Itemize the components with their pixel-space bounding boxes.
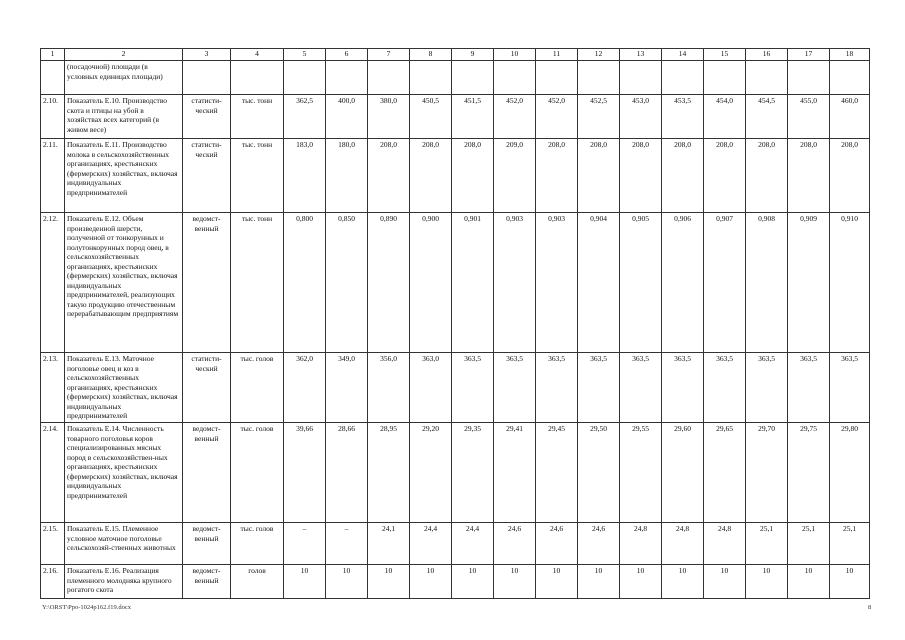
column-number-cell: 7 [368,49,410,61]
page-number: 8 [868,604,872,611]
column-number-row [41,49,870,61]
indicator-name-cell: Показатель Е.14. Численность товарного поголовья коров специализированных мясных пород в сельскохозяйствен-ных организациях, крестьянских (фермерских) хозяйствах, включая индивидуальных предпринимателей [65,423,183,523]
column-number-cell: 12 [578,49,620,61]
value-cell: 454,0 [704,95,746,139]
value-cell: 0,890 [368,213,410,353]
value-cell: 0,903 [494,213,536,353]
indicator-name-cell: Показатель Е.11. Производство молока в сельскохозяйственных организациях, крестьянских (фермерских) хозяйствах, включая индивидуальных предпринимателей [65,139,183,213]
value-cell: 29,60 [662,423,704,523]
value-cell: 455,0 [788,95,830,139]
row-number-cell [41,61,65,95]
value-cell: 208,0 [410,139,452,213]
value-cell: 39,66 [284,423,326,523]
value-cell: 452,0 [536,95,578,139]
data-source-cell: статисти-ческий [183,139,231,213]
value-cell: 25,1 [830,523,870,565]
value-cell: 29,75 [788,423,830,523]
column-number-cell: 1 [41,49,65,61]
column-number-cell: 6 [326,49,368,61]
row-number-cell: 2.11. [41,139,65,213]
value-cell: 10 [662,565,704,599]
table-row [41,213,870,353]
value-cell: 24,4 [410,523,452,565]
value-cell: 183,0 [284,139,326,213]
value-cell: 363,5 [494,353,536,423]
value-cell: 454,5 [746,95,788,139]
value-cell: 29,65 [704,423,746,523]
table-row [41,95,870,139]
value-cell: 28,95 [368,423,410,523]
value-cell: 363,5 [620,353,662,423]
value-cell: 450,5 [410,95,452,139]
column-number-cell: 15 [704,49,746,61]
value-cell: 24,6 [494,523,536,565]
value-cell: 208,0 [746,139,788,213]
value-cell: 349,0 [326,353,368,423]
value-cell: 208,0 [368,139,410,213]
value-cell: 460,0 [830,95,870,139]
value-cell: 363,0 [410,353,452,423]
value-cell: 29,70 [746,423,788,523]
column-number-cell: 4 [231,49,284,61]
value-cell: 362,5 [284,95,326,139]
value-cell: 208,0 [536,139,578,213]
row-number-cell: 2.10. [41,95,65,139]
data-source-cell: ведомст-венный [183,523,231,565]
row-number-cell: 2.15. [41,523,65,565]
column-number-cell: 5 [284,49,326,61]
value-cell: 452,0 [494,95,536,139]
value-cell: 29,45 [536,423,578,523]
value-cell: 24,8 [620,523,662,565]
value-cell: 0,906 [662,213,704,353]
column-number-cell: 18 [830,49,870,61]
value-cell: 10 [368,565,410,599]
data-source-cell: ведомст-венный [183,213,231,353]
row-number-cell: 2.13. [41,353,65,423]
data-source-cell: ведомст-венный [183,565,231,599]
value-cell: 0,909 [788,213,830,353]
value-cell: 208,0 [704,139,746,213]
value-cell: 10 [830,565,870,599]
row-number-cell: 2.16. [41,565,65,599]
table-row [41,139,870,213]
value-cell: 25,1 [788,523,830,565]
value-cell: 24,8 [662,523,704,565]
indicator-name-cell: Показатель Е.12. Объем произведенной шерсти, полученной от тонкорунных и полутонкорунных пород овец, в сельскохозяйственных организациях, крестьянских (фермерских) хозяйствах, включая индивидуальных предпринимателей, реализующих такую продукцию отечественным перерабатывающим предприятиям [65,213,183,353]
value-cell: 356,0 [368,353,410,423]
column-number-cell: 17 [788,49,830,61]
unit-cell: тыс. тонн [231,95,284,139]
indicator-name-cell: Показатель Е.13. Маточное поголовье овец и коз в сельскохозяйственных организациях, крестьянских (фермерских) хозяйствах, включая индивидуальных предпринимателей [65,353,183,423]
value-cell: 0,907 [704,213,746,353]
data-source-cell: статисти-ческий [183,353,231,423]
column-number-cell: 13 [620,49,662,61]
value-cell: 380,0 [368,95,410,139]
column-number-cell: 14 [662,49,704,61]
value-cell: 208,0 [620,139,662,213]
value-cell: 208,0 [830,139,870,213]
value-cell: 363,5 [536,353,578,423]
value-cell: 29,80 [830,423,870,523]
column-number-cell: 3 [183,49,231,61]
value-cell: 363,5 [704,353,746,423]
column-number-cell: 2 [65,49,183,61]
table-row [41,423,870,523]
unit-cell: голов [231,565,284,599]
document-path: Y:\ORST\Ppo-1024p162.f19.docx [42,604,131,611]
column-number-cell: 9 [452,49,494,61]
value-cell: 363,5 [746,353,788,423]
value-cell: 25,1 [746,523,788,565]
data-source-cell: ведомст-венный [183,423,231,523]
value-cell: 0,850 [326,213,368,353]
value-cell: 208,0 [578,139,620,213]
value-cell: 0,900 [410,213,452,353]
value-cell: 10 [788,565,830,599]
value-cell: 0,901 [452,213,494,353]
value-cell: 29,55 [620,423,662,523]
value-cell: 10 [620,565,662,599]
indicators-table [40,48,870,599]
table-row [41,353,870,423]
value-cell: 0,903 [536,213,578,353]
unit-cell: тыс. тонн [231,213,284,353]
value-cell: 29,50 [578,423,620,523]
value-cell: 29,20 [410,423,452,523]
value-cell: 10 [578,565,620,599]
value-cell: 24,1 [368,523,410,565]
value-cell: 24,8 [704,523,746,565]
unit-cell: тыс. тонн [231,139,284,213]
data-source-cell: статисти-ческий [183,95,231,139]
row-number-cell: 2.14. [41,423,65,523]
value-cell: 363,5 [788,353,830,423]
indicator-name-cell: Показатель Е.16. Реализация племенного молодняка крупного рогатого скота [65,565,183,599]
value-cell: 29,35 [452,423,494,523]
value-cell: – [326,523,368,565]
unit-cell: тыс. голов [231,423,284,523]
indicator-name-cell: Показатель Е.10. Производство скота и птицы на убой в хозяйствах всех категорий (в живом весе) [65,95,183,139]
column-number-cell: 8 [410,49,452,61]
value-cell: 208,0 [452,139,494,213]
column-number-cell: 11 [536,49,578,61]
value-cell: 10 [326,565,368,599]
value-cell: 10 [746,565,788,599]
value-cell: 10 [410,565,452,599]
value-cell: 10 [704,565,746,599]
value-cell: 362,0 [284,353,326,423]
table-row [41,523,870,565]
value-cell: 363,5 [452,353,494,423]
value-cell: 208,0 [662,139,704,213]
value-cell: 0,800 [284,213,326,353]
value-cell: 10 [452,565,494,599]
value-cell: 453,0 [620,95,662,139]
value-cell: 400,0 [326,95,368,139]
row-number-cell: 2.12. [41,213,65,353]
value-cell: 452,5 [578,95,620,139]
value-cell: 451,5 [452,95,494,139]
value-cell: 208,0 [788,139,830,213]
value-cell: 363,5 [578,353,620,423]
column-number-cell: 10 [494,49,536,61]
value-cell: 24,4 [452,523,494,565]
value-cell: 180,0 [326,139,368,213]
value-cell: 363,5 [662,353,704,423]
value-cell: 24,6 [536,523,578,565]
value-cell: 29,41 [494,423,536,523]
value-cell: 0,908 [746,213,788,353]
indicator-name-cell: Показатель Е.15. Племенное условное маточное поголовье сельскохозяй-ственных животных [65,523,183,565]
value-cell: 28,66 [326,423,368,523]
value-cell: 10 [284,565,326,599]
value-cell: 24,6 [578,523,620,565]
value-cell: 0,905 [620,213,662,353]
value-cell: 363,5 [830,353,870,423]
unit-cell: тыс. голов [231,523,284,565]
value-cell: 209,0 [494,139,536,213]
value-cell: 0,904 [578,213,620,353]
unit-cell: тыс. голов [231,353,284,423]
value-cell: 453,5 [662,95,704,139]
value-cell: 0,910 [830,213,870,353]
value-cell: 10 [494,565,536,599]
value-cell: 10 [536,565,578,599]
column-number-cell: 16 [746,49,788,61]
indicator-name-cell: (посадочной) площади (в условных единицах площади) [65,61,183,95]
table-row [41,565,870,599]
continuation-row [41,61,870,95]
value-cell: – [284,523,326,565]
